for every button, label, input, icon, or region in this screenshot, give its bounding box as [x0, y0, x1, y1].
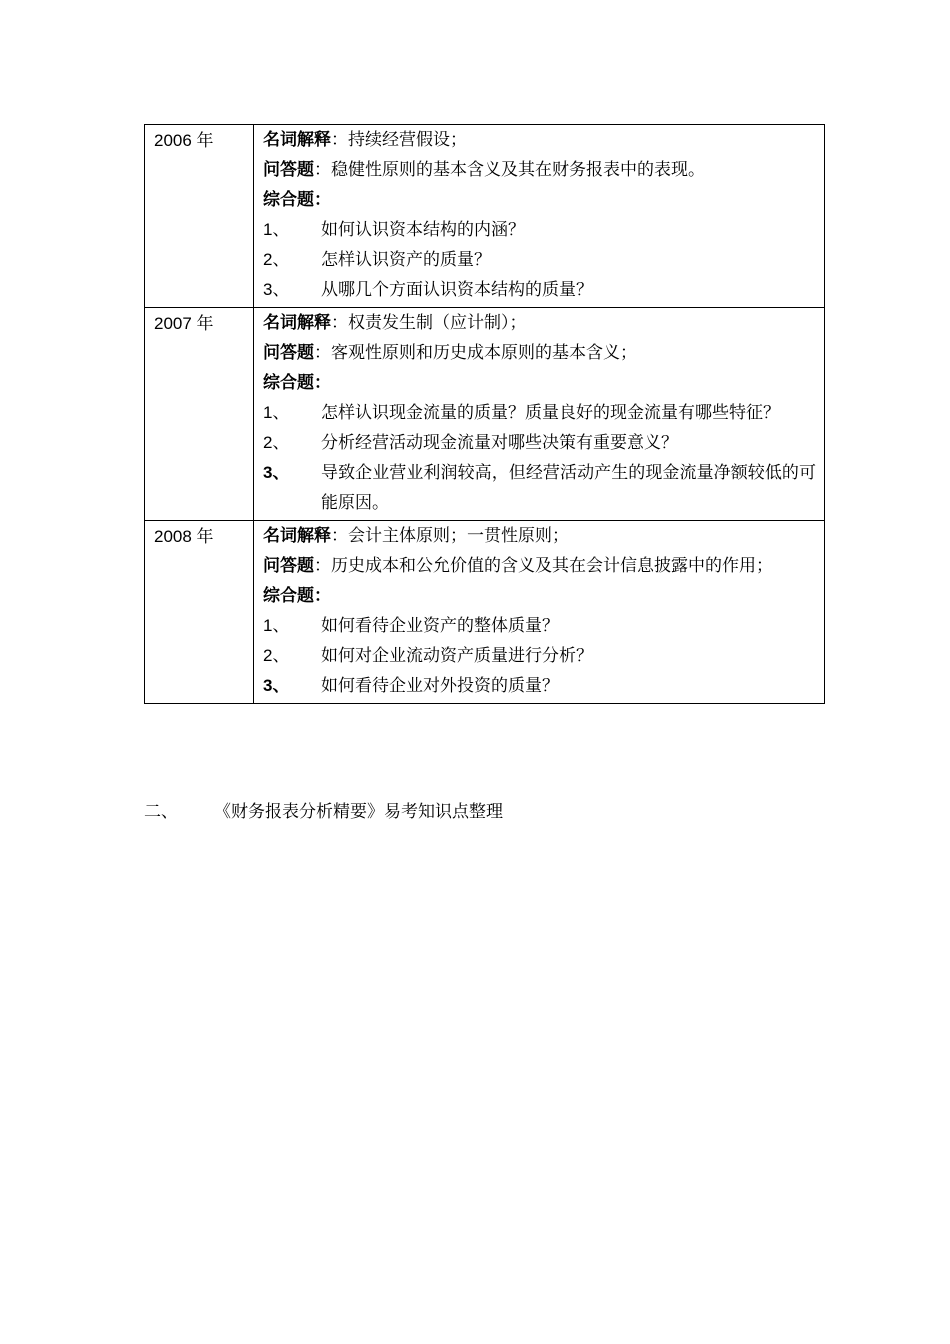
term-explanation-text: ：持续经营假设； [331, 130, 467, 150]
item-number: 3、 [263, 463, 290, 482]
item-text: 如何看待企业资产的整体质量？ [321, 616, 559, 636]
item-text: 怎样认识现金流量的质量？质量良好的现金流量有哪些特征？ [321, 403, 780, 423]
item-text: 如何看待企业对外投资的质量？ [321, 676, 559, 696]
exam-questions-table [144, 124, 825, 704]
list-item [263, 215, 816, 245]
item-text: 分析经营活动现金流量对哪些决策有重要意义？ [321, 433, 678, 453]
term-explanation-label: 名词解释 [263, 526, 331, 545]
content-cell [254, 125, 825, 308]
list-item [263, 428, 816, 458]
section-heading [144, 797, 503, 827]
item-number: 2、 [263, 433, 290, 452]
table-row [145, 125, 825, 308]
section-number: 二、 [144, 802, 178, 822]
table-row [145, 521, 825, 704]
qa-text: ：客观性原则和历史成本原则的基本含义； [314, 343, 637, 363]
list-item [263, 671, 816, 701]
item-text: 如何认识资本结构的内涵？ [321, 220, 525, 240]
item-number: 3、 [263, 280, 290, 299]
item-number: 1、 [263, 220, 290, 239]
item-number: 3、 [263, 676, 290, 695]
list-item [263, 458, 816, 518]
qa-line [263, 338, 816, 368]
year-cell: 2007 年 [145, 308, 254, 521]
year-cell: 2008 年 [145, 521, 254, 704]
qa-text: ：稳健性原则的基本含义及其在财务报表中的表现。 [314, 160, 705, 180]
item-text: 如何对企业流动资产质量进行分析？ [321, 646, 593, 666]
term-explanation-label: 名词解释 [263, 313, 331, 332]
comprehensive-label: 综合题： [263, 190, 331, 209]
list-item [263, 275, 816, 305]
table-row [145, 308, 825, 521]
term-explanation-line [263, 125, 816, 155]
item-text: 怎样认识资产的质量？ [321, 250, 491, 270]
content-cell [254, 521, 825, 704]
item-number: 2、 [263, 646, 290, 665]
list-item [263, 611, 816, 641]
comprehensive-label: 综合题： [263, 373, 331, 392]
term-explanation-text: ：权责发生制（应计制）； [331, 313, 527, 333]
qa-line [263, 155, 816, 185]
item-text: 导致企业营业利润较高，但经营活动产生的现金流量净额较低的可能原因。 [321, 463, 816, 513]
list-item [263, 245, 816, 275]
year-cell: 2006 年 [145, 125, 254, 308]
qa-label: 问答题 [263, 343, 314, 362]
qa-label: 问答题 [263, 556, 314, 575]
item-number: 2、 [263, 250, 290, 269]
section-title: 《财务报表分析精要》易考知识点整理 [214, 802, 503, 822]
list-item [263, 641, 816, 671]
term-explanation-text: ：会计主体原则；一贯性原则； [331, 526, 569, 546]
item-text: 从哪几个方面认识资本结构的质量？ [321, 280, 593, 300]
item-number: 1、 [263, 616, 290, 635]
item-number: 1、 [263, 403, 290, 422]
list-item [263, 398, 816, 428]
term-explanation-line [263, 308, 816, 338]
comprehensive-label: 综合题： [263, 586, 331, 605]
qa-text: ：历史成本和公允价值的含义及其在会计信息披露中的作用； [314, 556, 773, 576]
qa-line [263, 551, 816, 581]
term-explanation-line [263, 521, 816, 551]
content-cell [254, 308, 825, 521]
term-explanation-label: 名词解释 [263, 130, 331, 149]
qa-label: 问答题 [263, 160, 314, 179]
